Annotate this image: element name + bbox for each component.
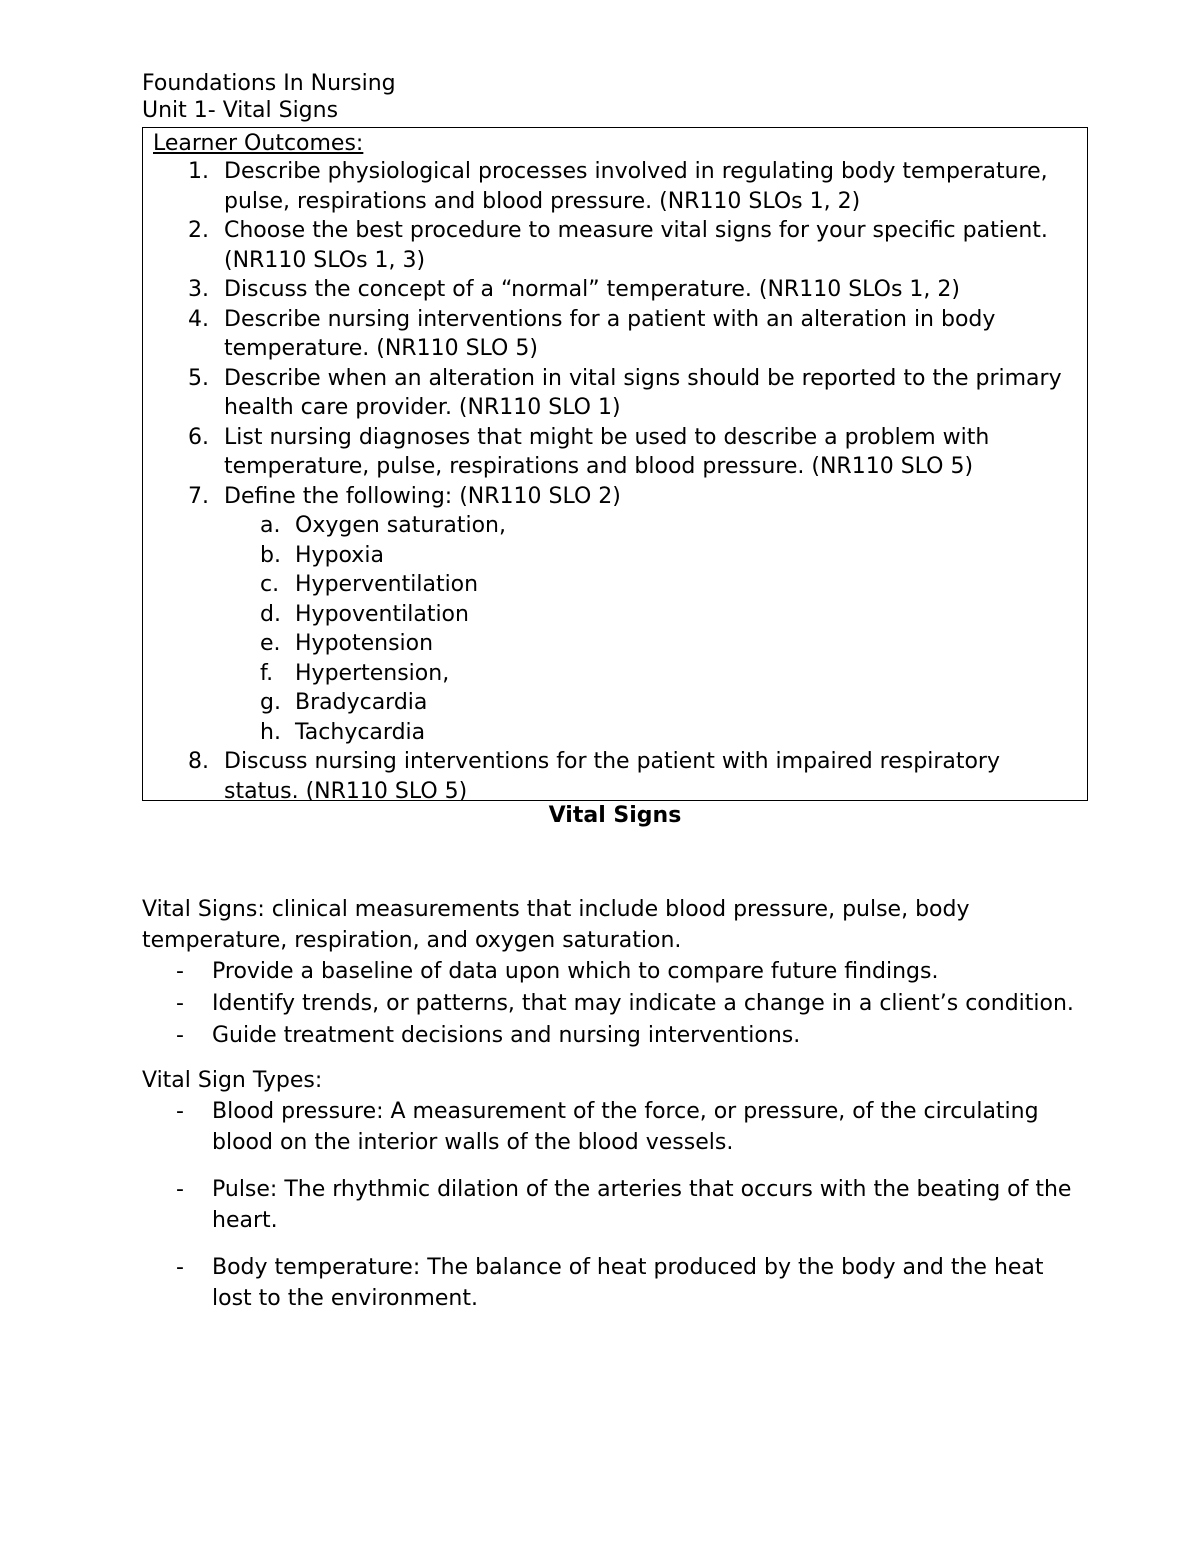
term-text: Hypotension [295, 631, 434, 656]
outcome-number: 7. [188, 483, 209, 509]
define-term-item [224, 688, 1077, 718]
define-term-item [224, 629, 1077, 659]
purpose-text: Guide treatment decisions and nursing interventions. [212, 1023, 801, 1048]
outcome-number: 8. [188, 749, 209, 774]
outcome-item [153, 482, 1077, 748]
purpose-item [142, 1020, 1088, 1051]
term-letter: b. [260, 542, 281, 568]
term-letter: f. [260, 660, 274, 686]
learner-outcomes-box [142, 127, 1088, 804]
term-letter: g. [260, 690, 281, 715]
outcome-text: Describe physiological processes involved in regulating body temperature, pulse, respirations and blood pressure. (NR110 SLOs 1, 2) [224, 159, 1048, 214]
term-text: Bradycardia [295, 690, 428, 715]
outcome-item [153, 747, 1077, 806]
vital-sign-type-text: Body temperature: The balance of heat produced by the body and the heat lost to the environment. [212, 1255, 1044, 1311]
vital-sign-type-text: Pulse: The rhythmic dilation of the arteries that occurs with the beating of the heart. [212, 1177, 1072, 1233]
outcome-text: Discuss nursing interventions for the patient with impaired respiratory status. (NR110 SLO 5) [224, 749, 1000, 804]
term-letter: c. [260, 572, 280, 597]
outcome-number: 2. [188, 218, 209, 243]
define-term-item [224, 659, 1077, 689]
outcome-text: Discuss the concept of a “normal” temperature. (NR110 SLOs 1, 2) [224, 277, 960, 302]
term-letter: h. [260, 719, 281, 745]
outcome-item [153, 157, 1077, 216]
outcome-number: 4. [188, 306, 209, 332]
vital-sign-type-text: Blood pressure: A measurement of the force, or pressure, of the circulating blood on the interior walls of the blood vessels. [212, 1099, 1039, 1155]
unit-title: Unit 1- Vital Signs [142, 98, 339, 123]
term-text: Hyperventilation [295, 572, 479, 597]
outcome-text: Describe when an alteration in vital signs should be reported to the primary health care provider. (NR110 SLO 1) [224, 365, 1062, 420]
outcome-text: Describe nursing interventions for a patient with an alteration in body temperature. (NR110 SLO 5) [224, 306, 996, 361]
term-letter: a. [260, 513, 281, 538]
dash-bullet-icon: - [176, 1177, 184, 1202]
define-term-item [224, 718, 1077, 748]
term-text: Hypertension, [295, 660, 450, 686]
vital-sign-types-title: Vital Sign Types: [142, 1068, 323, 1093]
outcome-number: 3. [188, 277, 209, 302]
section-title: Vital Signs [548, 803, 682, 828]
course-title: Foundations In Nursing [142, 71, 396, 96]
outcome-number: 5. [188, 365, 209, 391]
outcome-text: Choose the best procedure to measure vital signs for your specific patient. (NR110 SLOs 1, 3) [224, 218, 1048, 273]
outcome-item [153, 423, 1077, 482]
term-text: Tachycardia [295, 719, 426, 745]
define-term-item [224, 600, 1077, 630]
learner-outcomes-list [153, 157, 1077, 806]
purpose-list [142, 956, 1088, 1051]
term-text: Hypoventilation [295, 601, 469, 627]
outcome-text: List nursing diagnoses that might be used to describe a problem with temperature, pulse, respirations and blood pressure. (NR110 SLO 5) [224, 424, 990, 479]
term-letter: e. [260, 631, 281, 656]
outcome-number: 1. [188, 159, 209, 184]
vital-sign-type-item [142, 1252, 1088, 1314]
outcome-item [153, 364, 1077, 423]
outcome-text: Define the following: (NR110 SLO 2) [224, 483, 621, 509]
outcome-number: 6. [188, 424, 209, 450]
document-page [142, 70, 1088, 1314]
vital-sign-type-item [142, 1174, 1088, 1236]
term-text: Oxygen saturation, [295, 513, 506, 538]
purpose-text: Identify trends, or patterns, that may indicate a change in a client’s condition. [212, 991, 1074, 1016]
dash-bullet-icon: - [176, 1023, 184, 1048]
define-term-item [224, 541, 1077, 571]
define-term-item [224, 570, 1077, 600]
purpose-item [142, 988, 1088, 1019]
learner-outcomes-title: Learner Outcomes: [153, 131, 364, 156]
outcome-item [153, 305, 1077, 364]
dash-bullet-icon: - [176, 991, 184, 1016]
purpose-text: Provide a baseline of data upon which to compare future findings. [212, 959, 939, 984]
define-term-item [224, 511, 1077, 541]
term-letter: d. [260, 601, 281, 627]
vital-sign-types-list [142, 1096, 1088, 1314]
define-terms-list [224, 511, 1077, 747]
outcome-item [153, 275, 1077, 305]
vital-sign-type-item [142, 1096, 1088, 1158]
vital-signs-definition: Vital Signs: clinical measurements that include blood pressure, pulse, body temperature, respiration, and oxygen saturation. [142, 897, 970, 953]
dash-bullet-icon: - [176, 1099, 184, 1124]
dash-bullet-icon: - [176, 959, 184, 984]
purpose-item [142, 956, 1088, 987]
term-text: Hypoxia [295, 542, 384, 568]
dash-bullet-icon: - [176, 1255, 184, 1280]
outcome-item [153, 216, 1077, 275]
